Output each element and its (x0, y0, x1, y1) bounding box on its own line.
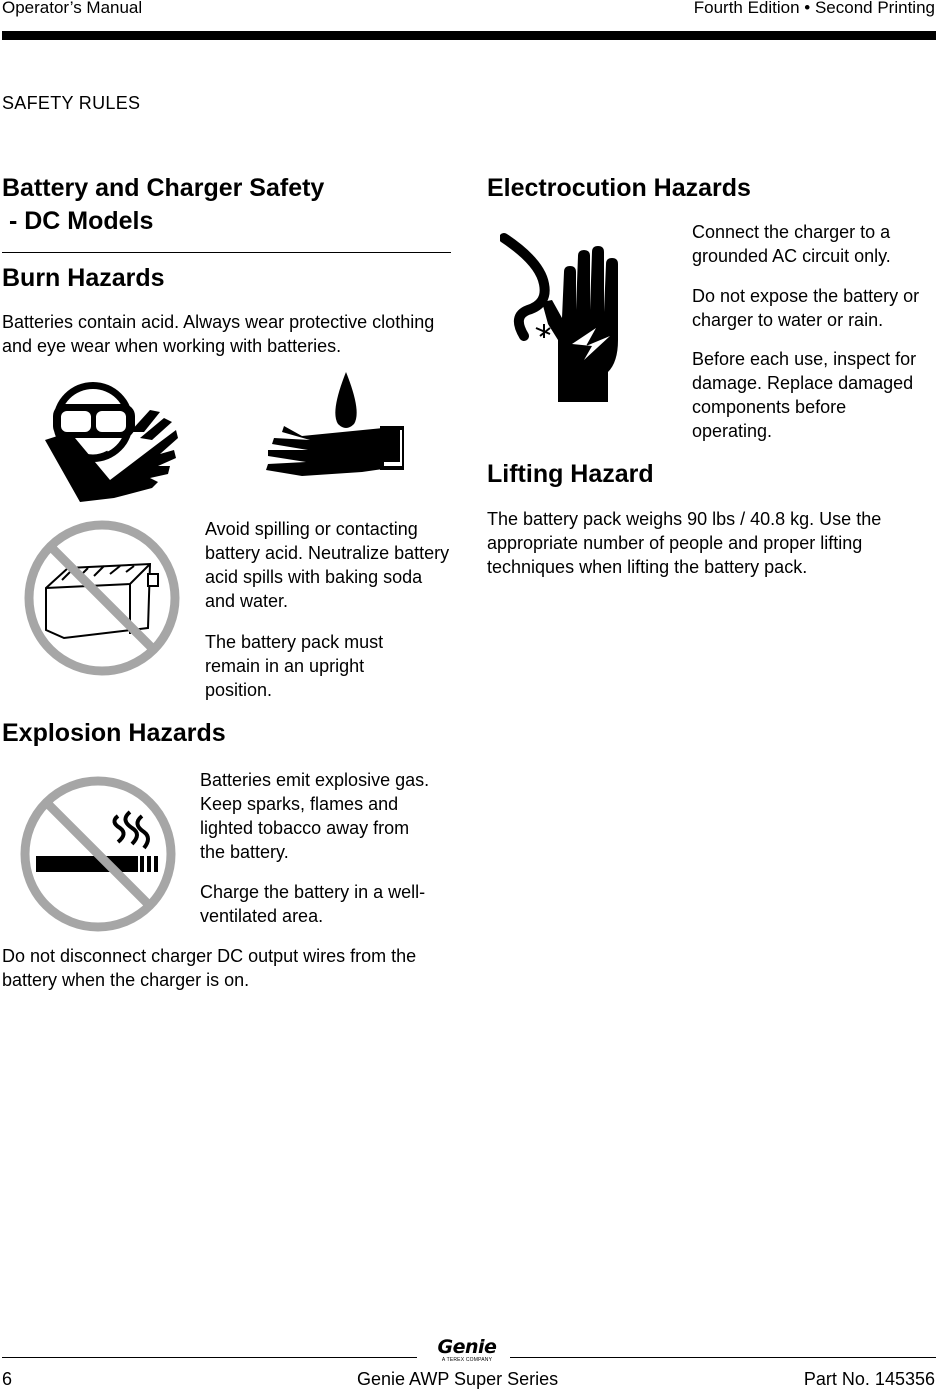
lifting-weight-text: The battery pack weighs 90 lbs / 40.8 kg. Use the appropriate number of people and proper lifting techniques when lifting the battery pack. (487, 509, 882, 577)
explosion-hazards-heading: Explosion Hazards (2, 719, 226, 747)
electrocution-ground-text: Connect the charger to a grounded AC circuit only. (692, 222, 891, 266)
electrocution-water-text: Do not expose the battery or charger to water or rain. (692, 286, 920, 330)
explosion-ventilation-text: Charge the battery in a well-ventilated area. (200, 882, 426, 926)
acid-drop-hand-icon (262, 372, 408, 484)
no-tipping-battery-icon (22, 518, 182, 678)
header-rule (2, 31, 936, 40)
burn-upright-text: The battery pack must remain in an upright position. (205, 632, 384, 700)
page-title-line2: - DC Models (2, 207, 154, 235)
footer-rule-left (2, 1357, 417, 1358)
page-number: 6 (2, 1369, 13, 1389)
genie-logo: Genie A TEREX COMPANY (437, 1336, 497, 1363)
no-smoking-icon (18, 774, 178, 934)
title-divider (2, 252, 451, 253)
explosion-disconnect-text: Do not disconnect charger DC output wires from the battery when the charger is on. (2, 946, 417, 990)
footer-rule-right (510, 1357, 936, 1358)
electrocution-inspect-text: Before each use, inspect for damage. Replace damaged components before operating. (692, 349, 917, 441)
footer-part-number: Part No. 145356 (803, 1369, 935, 1389)
burn-intro-text: Batteries contain acid. Always wear protective clothing and eye wear when working with batteries. (2, 312, 435, 356)
header-edition: Fourth Edition • Second Printing (693, 0, 935, 17)
electrocution-hand-icon (500, 232, 640, 404)
electrocution-hazards-heading: Electrocution Hazards (487, 174, 751, 202)
goggles-glove-icon (40, 370, 180, 502)
lifting-hazard-heading: Lifting Hazard (487, 460, 654, 488)
explosion-gas-text: Batteries emit explosive gas. Keep sparks, flames and lighted tobacco away from the battery. (200, 770, 430, 862)
burn-hazards-heading: Burn Hazards (2, 264, 165, 292)
page-title-line1: Battery and Charger Safety (2, 174, 325, 202)
header-manual-title: Operator’s Manual (2, 0, 143, 17)
burn-acid-text: Avoid spilling or contacting battery acid. Neutralize battery acid spills with baking soda and water. (205, 519, 450, 611)
section-label: SAFETY RULES (2, 93, 141, 113)
footer-series-title: Genie AWP Super Series (357, 1369, 559, 1389)
